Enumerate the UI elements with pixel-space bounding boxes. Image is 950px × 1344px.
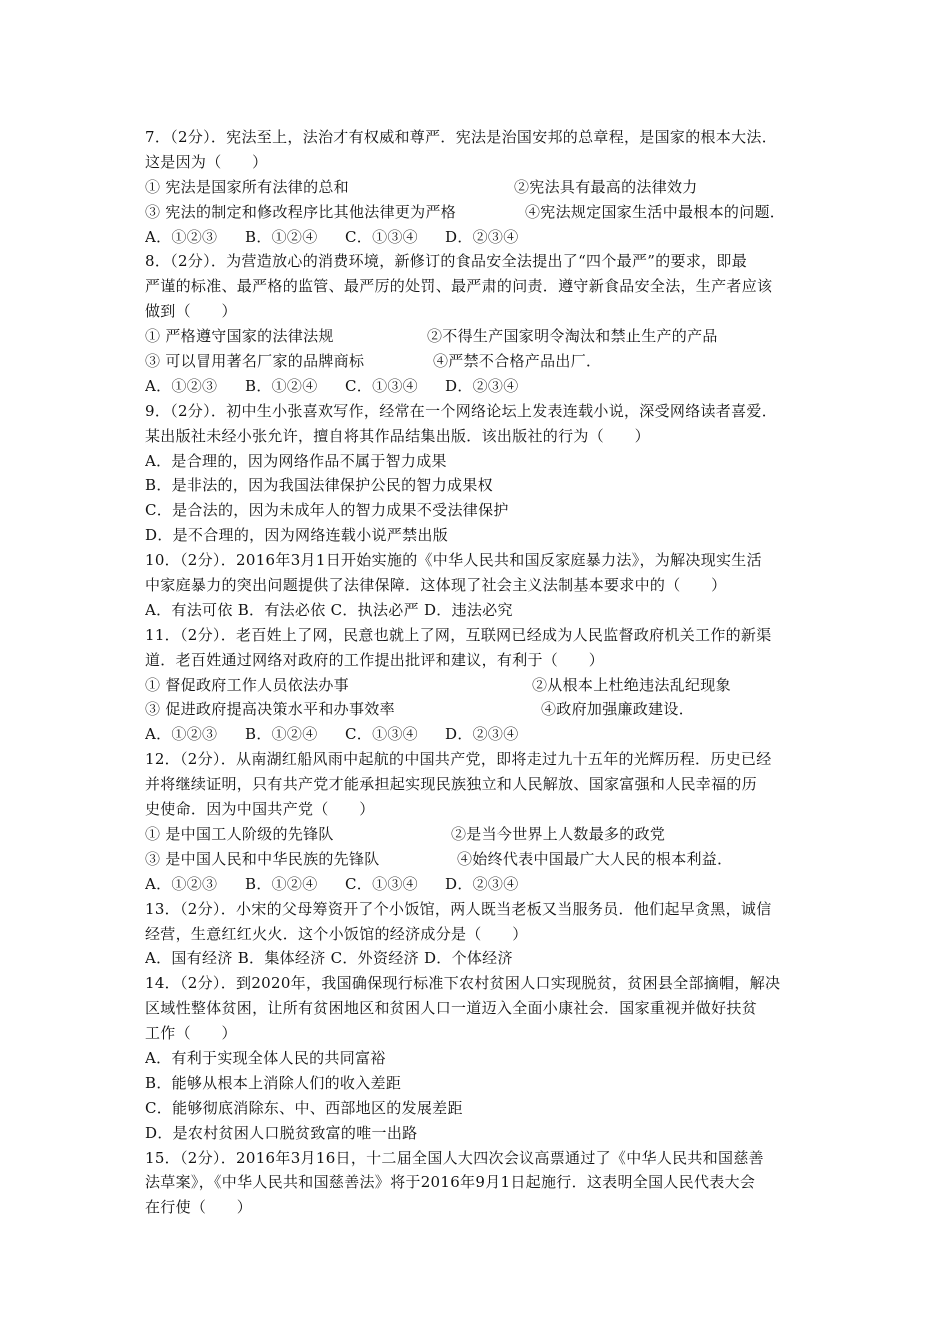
question-stem-line: 10．（2分）．2016年3月1日开始实施的《中华人民共和国反家庭暴力法》，为解决现实生活 <box>145 551 762 570</box>
statement-pair <box>145 822 815 847</box>
statement-item: ③ 宪法的制定和修改程序比其他法律更为严格 <box>145 202 457 221</box>
statement-pair <box>145 324 815 349</box>
choice-d: D．②③④ <box>445 376 519 395</box>
statement-pair <box>145 175 815 200</box>
question-15 <box>145 1146 815 1221</box>
question-13 <box>145 897 815 972</box>
question-stem-line: 8．（2分）．为营造放心的消费环境，新修订的食品安全法提出了“四个最严”的要求，即最 <box>145 252 748 271</box>
choice-b: B．①②④ <box>245 376 318 395</box>
question-stem-line: 经营，生意红红火火．这个小饭馆的经济成分是（ ） <box>145 924 528 943</box>
question-stem-line: 工作（ ） <box>145 1024 237 1043</box>
statement-item: ④宪法规定国家生活中最根本的问题． <box>525 202 786 221</box>
question-12 <box>145 747 815 896</box>
statement-item: ③ 是中国人民和中华民族的先锋队 <box>145 849 380 868</box>
statement-item: ③ 促进政府提高决策水平和办事效率 <box>145 700 395 719</box>
statement-item: ① 宪法是国家所有法律的总和 <box>145 177 349 196</box>
question-stem-line: 这是因为（ ） <box>145 152 268 171</box>
answer-choices <box>145 872 815 897</box>
choice-d: D．②③④ <box>445 725 519 744</box>
question-stem-line: 做到（ ） <box>145 302 237 321</box>
question-stem-line: 15．（2分）．2016年3月16日，十二届全国人大四次会议高票通过了《中华人民共和国慈善 <box>145 1148 764 1167</box>
choice-b: B．①②④ <box>245 725 318 744</box>
answer-choices <box>145 225 815 250</box>
choice-c: C．①③④ <box>345 874 418 893</box>
statement-item: ②宪法具有最高的法律效力 <box>514 177 698 196</box>
statement-item: ④始终代表中国最广大人民的根本利益． <box>457 849 733 868</box>
choice-c: C．①③④ <box>345 725 418 744</box>
question-stem-line: 9．（2分）．初中生小张喜欢写作，经常在一个网络论坛上发表连载小说，深受网络读者喜爱． <box>145 401 777 420</box>
option-b: B．是非法的，因为我国法律保护公民的智力成果权 <box>145 476 493 495</box>
statement-item: ① 严格遵守国家的法律法规 <box>145 327 334 346</box>
question-stem-line: 史使命．因为中国共产党（ ） <box>145 800 375 819</box>
question-stem-line: 12．（2分）．从南湖红船风雨中起航的中国共产党，即将走过九十五年的光辉历程．历史已经 <box>145 750 772 769</box>
option-d: D．是不合理的，因为网络连载小说严禁出版 <box>145 526 449 545</box>
option-c: C．能够彻底消除东、中、西部地区的发展差距 <box>145 1098 463 1117</box>
question-7 <box>145 125 815 249</box>
choice-c: C．①③④ <box>345 227 418 246</box>
choice-b: B．①②④ <box>245 227 318 246</box>
statement-item: ① 督促政府工作人员依法办事 <box>145 675 349 694</box>
question-stem-line: 法草案》，《中华人民共和国慈善法》将于2016年9月1日起施行．这表明全国人民代表大会 <box>145 1173 756 1192</box>
statement-item: ① 是中国工人阶级的先锋队 <box>145 824 334 843</box>
choice-a: A．①②③ <box>145 376 218 395</box>
question-11 <box>145 623 815 747</box>
question-stem-line: 14．（2分）．到2020年，我国确保现行标准下农村贫困人口实现脱贫，贫困县全部摘帽，解决 <box>145 974 781 993</box>
choice-b: B．①②④ <box>245 874 318 893</box>
question-stem-line: 7．（2分）．宪法至上，法治才有权威和尊严．宪法是治国安邦的总章程，是国家的根本大法． <box>145 128 777 146</box>
answer-choices <box>145 374 815 399</box>
option-d: D．是农村贫困人口脱贫致富的唯一出路 <box>145 1123 418 1142</box>
answer-choices-inline: A．有法可依 B．有法必依 C．执法必严 D．违法必究 <box>145 600 513 619</box>
statement-item: ②从根本上杜绝违法乱纪现象 <box>532 675 731 694</box>
question-10 <box>145 548 815 623</box>
question-stem-line: 道．老百姓通过网络对政府的工作提出批评和建议，有利于（ ） <box>145 650 605 669</box>
question-stem-line: 在行使（ ） <box>145 1198 253 1217</box>
statement-pair <box>145 697 815 722</box>
option-a: A．是合理的，因为网络作品不属于智力成果 <box>145 451 447 470</box>
question-stem-line: 13．（2分）．小宋的父母筹资开了个小饭馆，两人既当老板又当服务员．他们起早贪黑，诚信 <box>145 899 772 918</box>
statement-pair <box>145 673 815 698</box>
question-stem-line: 11．（2分）．老百姓上了网，民意也就上了网，互联网已经成为人民监督政府机关工作的新渠 <box>145 625 772 644</box>
option-c: C．是合法的，因为未成年人的智力成果不受法律保护 <box>145 501 509 520</box>
choice-a: A．①②③ <box>145 227 218 246</box>
choice-a: A．①②③ <box>145 725 218 744</box>
question-9 <box>145 399 815 548</box>
answer-choices <box>145 722 815 747</box>
choice-d: D．②③④ <box>445 874 519 893</box>
statement-pair <box>145 847 815 872</box>
question-list <box>145 125 815 1220</box>
statement-item: ②不得生产国家明令淘汰和禁止生产的产品 <box>427 327 718 346</box>
statement-item: ④政府加强廉政建设． <box>541 700 695 719</box>
answer-choices-inline: A．国有经济 B．集体经济 C．外资经济 D．个体经济 <box>145 949 513 968</box>
choice-d: D．②③④ <box>445 227 519 246</box>
question-stem-line: 并将继续证明，只有共产党才能承担起实现民族独立和人民解放、国家富强和人民幸福的历 <box>145 775 758 794</box>
statement-item: ③ 可以冒用著名厂家的品牌商标 <box>145 352 365 371</box>
statement-pair <box>145 349 815 374</box>
option-b: B．能够从根本上消除人们的收入差距 <box>145 1073 402 1092</box>
statement-item: ②是当今世界上人数最多的政党 <box>451 824 666 843</box>
question-stem-line: 区域性整体贫困，让所有贫困地区和贫困人口一道迈入全面小康社会．国家重视并做好扶贫 <box>145 999 758 1018</box>
question-8 <box>145 249 815 398</box>
question-stem-line: 中家庭暴力的突出问题提供了法律保障．这体现了社会主义法制基本要求中的（ ） <box>145 576 727 595</box>
choice-a: A．①②③ <box>145 874 218 893</box>
option-a: A．有利于实现全体人民的共同富裕 <box>145 1048 386 1067</box>
choice-c: C．①③④ <box>345 376 418 395</box>
question-stem-line: 严谨的标准、最严格的监管、最严厉的处罚、最严肃的问责．遵守新食品安全法，生产者应该 <box>145 277 773 296</box>
question-14 <box>145 971 815 1145</box>
statement-pair <box>145 200 815 225</box>
statement-item: ④严禁不合格产品出厂． <box>433 352 602 371</box>
question-stem-line: 某出版社未经小张允许，擅自将其作品结集出版．该出版社的行为（ ） <box>145 426 650 445</box>
